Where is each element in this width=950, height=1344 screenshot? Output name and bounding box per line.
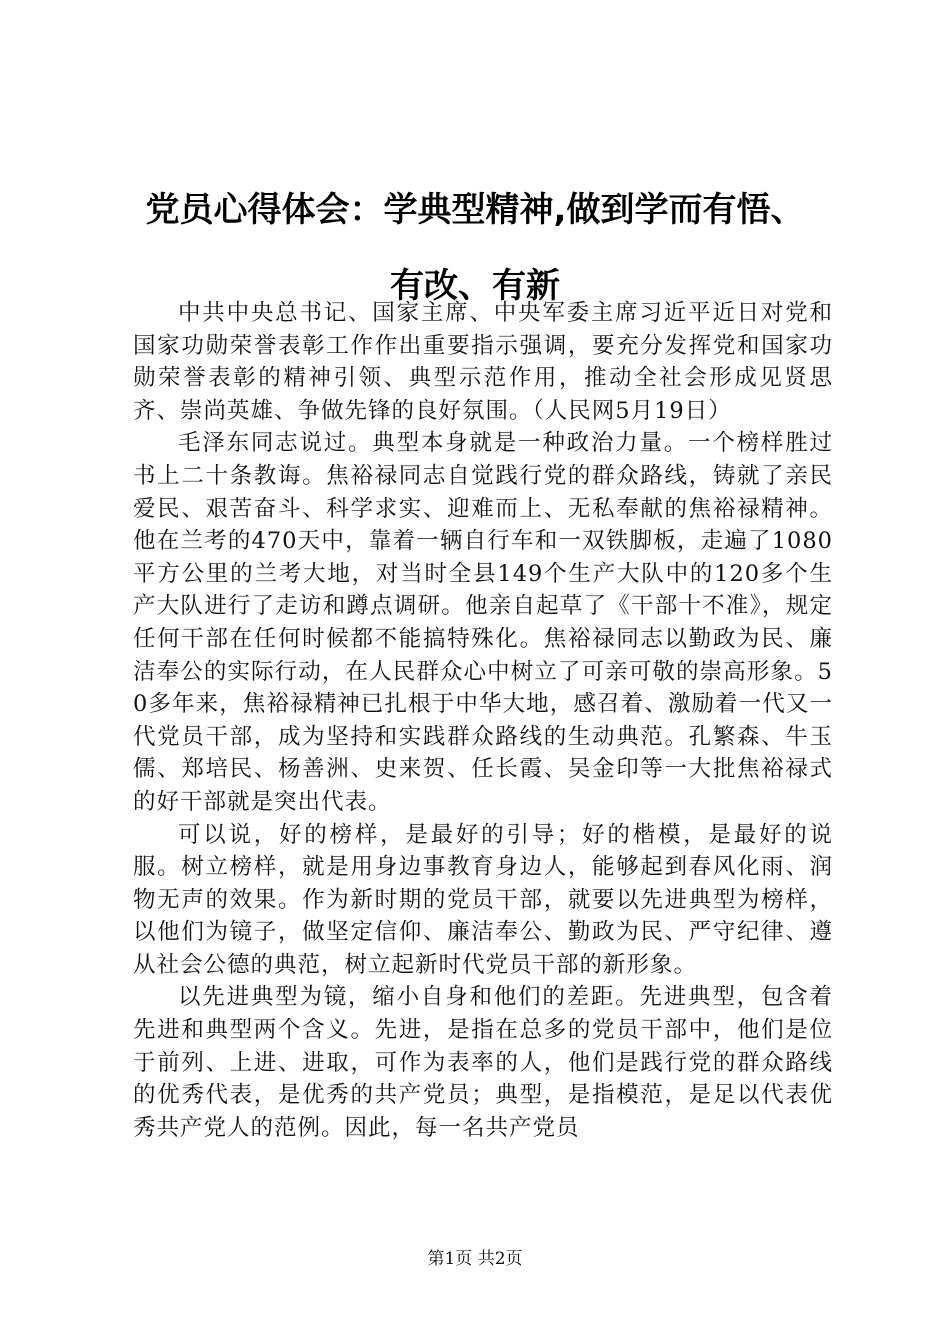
paragraph: 以先进典型为镜，缩小自身和他们的差距。先进典型，包含着先进和典型两个含义。先进，是指在总多的党员干部中，他们是位于前列、上进、进取，可作为表率的人，他们是践行党的群众路线的优秀代表，是优秀的共产党员；典型，是指模范，是足以代表优秀共产党人的范例。因此，每一名共产党员 [133, 984, 833, 1141]
document-body [133, 297, 833, 1144]
page-footer: 第1页 共2页 [427, 1249, 523, 1269]
title-line-1: 党员心得体会：学典型精神,做到学而有悟、 [145, 190, 805, 230]
title-line-2: 有改、有新 [390, 266, 560, 306]
paragraph: 中共中央总书记、国家主席、中央军委主席习近平近日对党和国家功勋荣誉表彰工作作出重要指示强调，要充分发挥党和国家功勋荣誉表彰的精神引领、典型示范作用，推动全社会形成见贤思齐、崇尚英雄、争做先锋的良好氛围。（人民网5月19日） [133, 300, 833, 424]
paragraph: 可以说，好的榜样，是最好的引导；好的楷模，是最好的说服。树立榜样，就是用身边事教育身边人，能够起到春风化雨、润物无声的效果。作为新时期的党员干部，就要以先进典型为榜样，以他们为镜子，做坚定信仰、廉洁奉公、勤政为民、严守纪律、遵从社会公德的典范，树立起新时代党员干部的新形象。 [133, 821, 833, 978]
paragraph: 毛泽东同志说过。典型本身就是一种政治力量。一个榜样胜过书上二十条教诲。焦裕禄同志自觉践行党的群众路线，铸就了亲民爱民、艰苦奋斗、科学求实、迎难而上、无私奉献的焦裕禄精神。他在兰考的470天中，靠着一辆自行车和一双铁脚板，走遍了1080平方公里的兰考大地，对当时全县149个生产大队中的120多个生产大队进行了走访和蹲点调研。他亲自起草了《干部十不准》，规定任何干部在任何时候都不能搞特殊化。焦裕禄同志以勤政为民、廉洁奉公的实际行动，在人民群众心中树立了可亲可敬的崇高形象。50多年来，焦裕禄精神已扎根于中华大地，感召着、激励着一代又一代党员干部，成为坚持和实践群众路线的生动典范。孔繁森、牛玉儒、郑培民、杨善洲、史来贺、任长霞、吴金印等一大批焦裕禄式的好干部就是突出代表。 [133, 430, 833, 815]
